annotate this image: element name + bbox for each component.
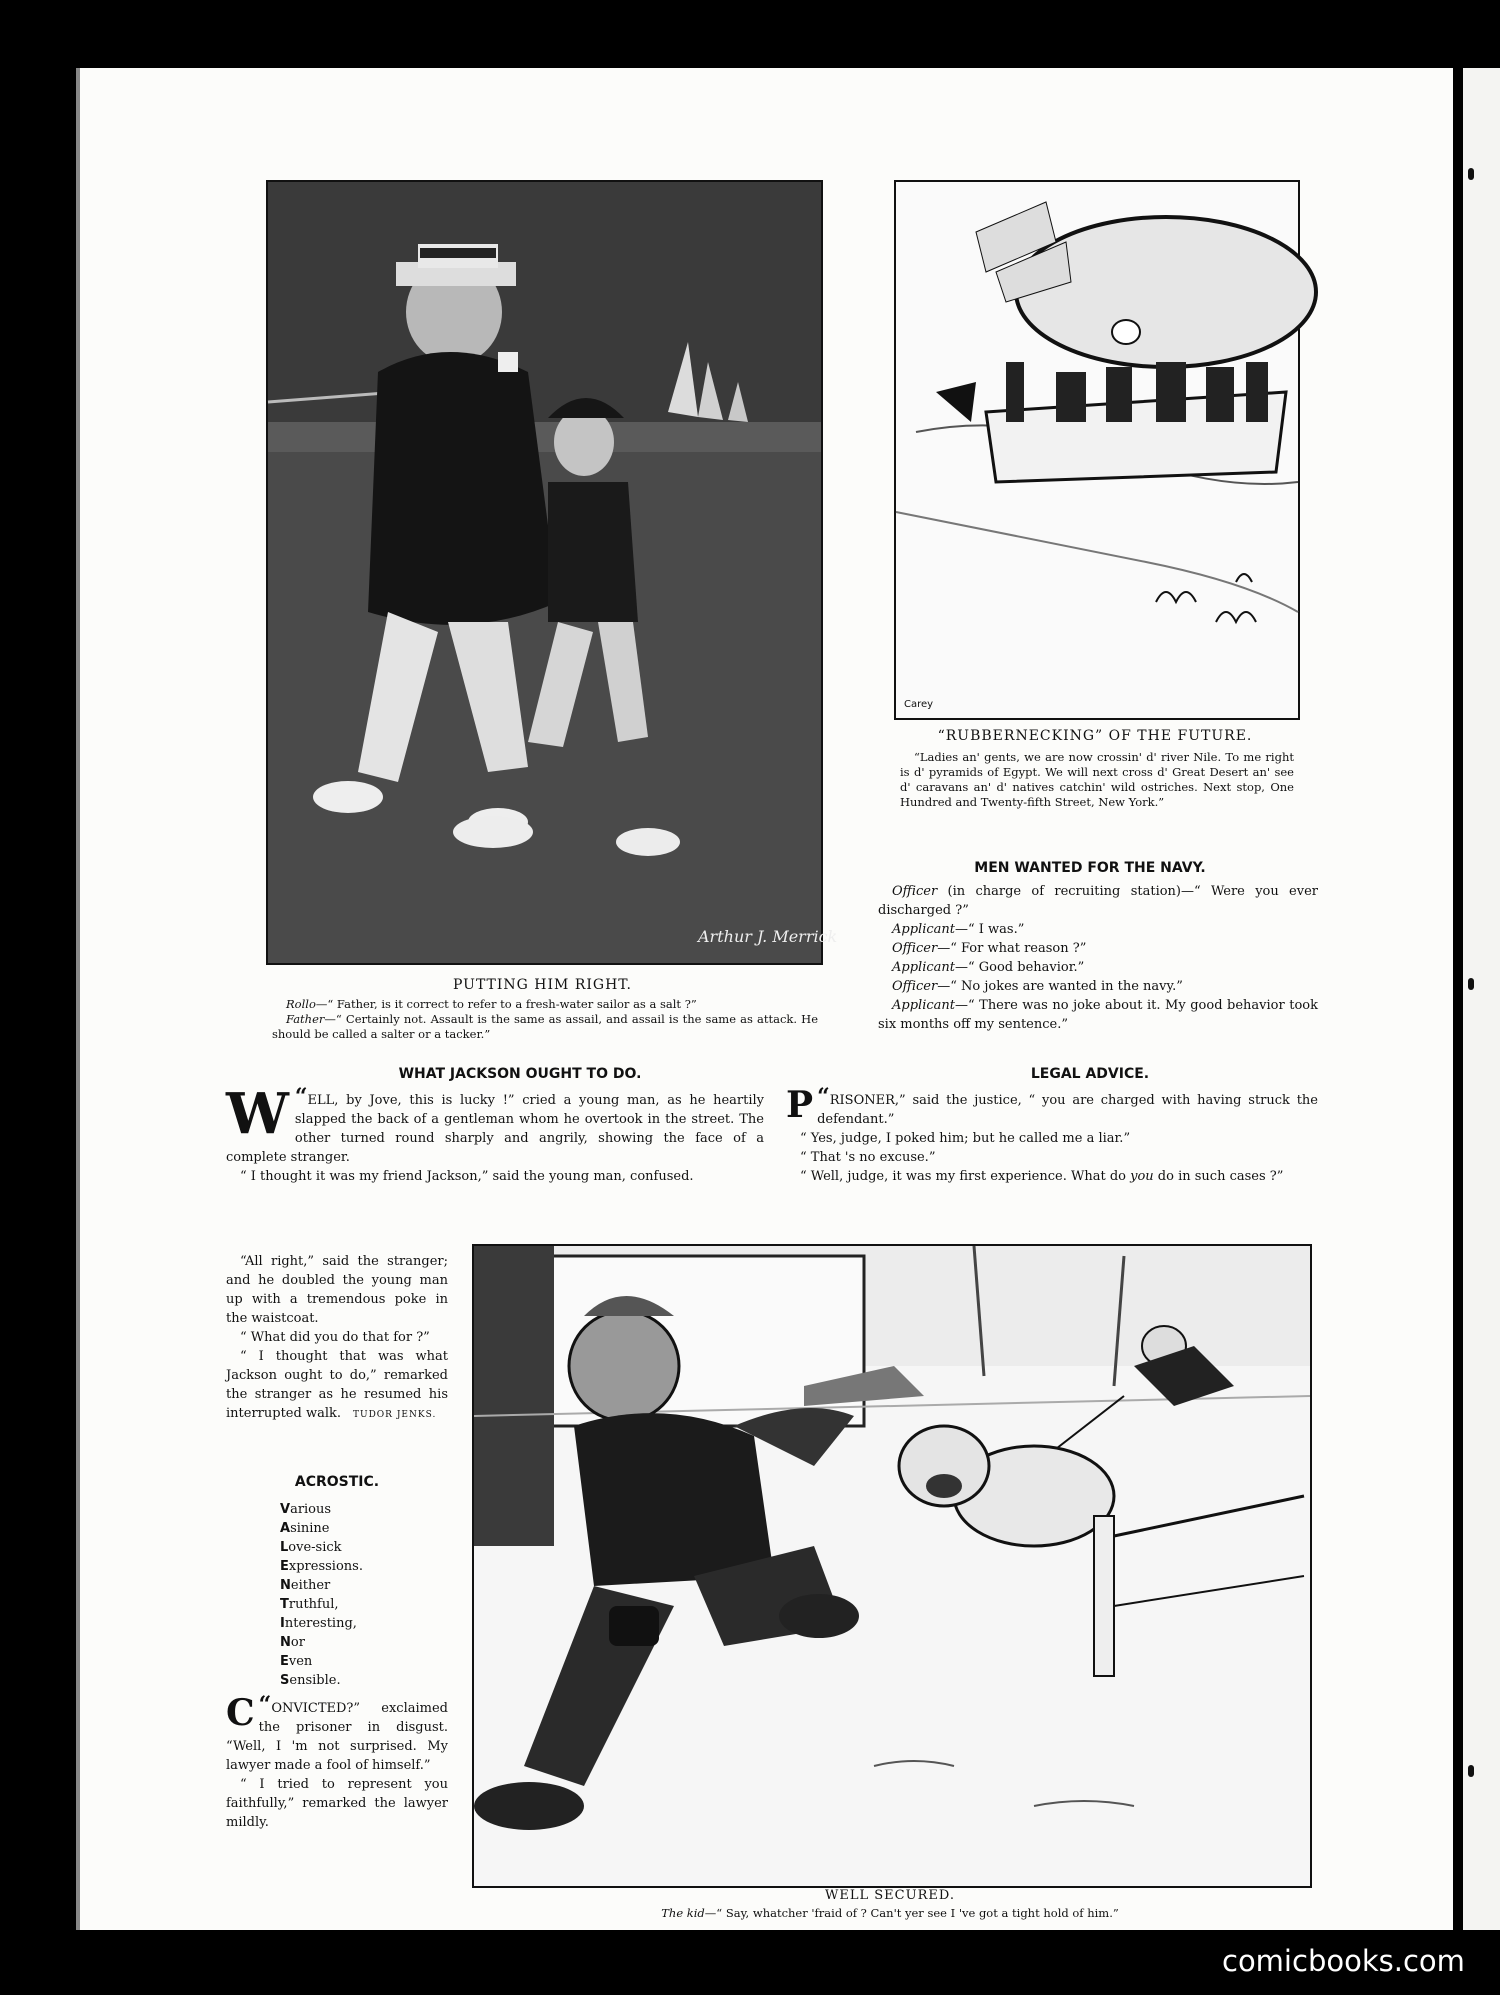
dialogue: —“ Say, whatcher 'fraid of ? Can't yer see I 've got a tight hold of him.” (704, 1906, 1119, 1920)
paragraph: “ That 's no excuse.” (800, 1150, 936, 1165)
dialogue: —“ Good behavior.” (954, 960, 1085, 975)
dialogue-line (878, 996, 1318, 1034)
acrostic-line (280, 1614, 363, 1633)
boy-and-bulldog-illustration (472, 1244, 1312, 1888)
artist-signature: Carey (904, 699, 934, 710)
acrostic-initial: V (280, 1502, 291, 1517)
acrostic-initial: E (280, 1559, 289, 1574)
navy-heading: MEN WANTED FOR THE NAVY. (974, 860, 1206, 876)
speaker: Applicant (892, 922, 955, 937)
acrostic-word: xpressions. (288, 1559, 363, 1574)
acrostic-line (280, 1519, 363, 1538)
dialogue-line (878, 958, 1318, 977)
jackson-story-continued (226, 1252, 448, 1425)
putting-caption (272, 997, 818, 1042)
binding-mark (1468, 1765, 1474, 1777)
speaker: The kid (661, 1906, 705, 1920)
acrostic-heading: ACROSTIC. (294, 1474, 380, 1490)
dialogue-line (878, 882, 1318, 920)
rubbernecking-title: “RUBBERNECKING” OF THE FUTURE. (937, 728, 1253, 744)
dialogue: —“ Certainly not. Assault is the same as assail, and assail is the same as attack. He should be called a salter or a tacker.” (272, 1012, 818, 1041)
paragraph: “ Yes, judge, I poked him; but he called me a liar.” (800, 1131, 1131, 1146)
acrostic-initial: L (280, 1540, 289, 1555)
acrostic-initial: I (280, 1616, 285, 1631)
convicted-story (226, 1692, 448, 1832)
acrostic-word: arious (290, 1502, 332, 1517)
author-credit: TUDOR JENKS. (353, 1410, 437, 1420)
dialogue: —“ No jokes are wanted in the navy.” (937, 979, 1183, 994)
open-quote: “ (258, 1692, 272, 1718)
acrostic-initial: N (280, 1578, 291, 1593)
speaker: Applicant (892, 998, 955, 1013)
acrostic-poem (280, 1500, 363, 1690)
speaker: Officer (892, 979, 938, 994)
dialogue: —“ Father, is it correct to refer to a fresh-water sailor as a salt ?” (315, 997, 697, 1011)
acrostic-initial: N (280, 1635, 291, 1650)
speaker: Rollo (286, 997, 316, 1011)
dialogue-line (878, 939, 1318, 958)
open-quote: “ (294, 1084, 308, 1110)
paragraph: ELL, by Jove, this is lucky !” cried a young man, as he heartily slapped the back of a gentleman whom he overtook in the street. The other turned round sharply and angrily, showing the face of a complete stranger. (226, 1093, 764, 1165)
acrostic-word: ensible. (289, 1673, 341, 1688)
legal-story (786, 1084, 1318, 1186)
dialogue: —“ For what reason ?” (937, 941, 1087, 956)
paragraph: “ What did you do that for ?” (240, 1330, 430, 1345)
artist-signature: Arthur J. Merrick (698, 927, 838, 946)
acrostic-line (280, 1652, 363, 1671)
drop-cap: P (786, 1084, 814, 1126)
dialogue-line (878, 920, 1318, 939)
acrostic-word: ove-sick (288, 1540, 342, 1555)
acrostic-word: or (290, 1635, 305, 1650)
secured-title: WELL SECURED. (825, 1888, 955, 1903)
acrostic-line (280, 1500, 363, 1519)
putting-title: PUTTING HIM RIGHT. (452, 977, 633, 993)
jackson-story (226, 1081, 764, 1186)
rubbernecking-caption: “Ladies an' gents, we are now crossin' d' river Nile. To me right is d' pyramids of Egypt. We will next cross d' Great Desert an' see d' caravans an' d' natives catchin' wild ostriches. Next stop, One Hundred and Twenty-fifth Street, New York.” (900, 750, 1294, 809)
emphasis: you (1130, 1169, 1154, 1184)
father-and-son-illustration (266, 180, 838, 965)
secured-caption (472, 1906, 1308, 1921)
legal-heading: LEGAL ADVICE. (1030, 1066, 1150, 1082)
next-page-edge (1463, 68, 1500, 1930)
dialogue: —“ I was.” (954, 922, 1025, 937)
acrostic-line (280, 1576, 363, 1595)
paragraph: “ I tried to represent you faithfully,” remarked the lawyer mildly. (226, 1777, 448, 1830)
binding-mark (1468, 168, 1474, 180)
airship-illustration (894, 180, 1300, 720)
drop-cap: W (226, 1081, 289, 1147)
acrostic-initial: E (280, 1654, 289, 1669)
watermark: comicbooks.com (1222, 1944, 1465, 1978)
paragraph: “ Well, judge, it was my first experience. What do (800, 1169, 1131, 1184)
dialogue-line (878, 977, 1318, 996)
speaker: Father (286, 1012, 325, 1026)
acrostic-word: ruthful, (288, 1597, 339, 1612)
paragraph: “ I thought that was what Jackson ought to do,” remarked the stranger as he resumed his interrupted walk. (226, 1349, 448, 1421)
acrostic-initial: A (280, 1521, 291, 1536)
drop-cap: C (226, 1692, 255, 1734)
paragraph: do in such cases ?” (1153, 1169, 1284, 1184)
acrostic-initial: S (280, 1673, 290, 1688)
dialogue: —“ There was no joke about it. My good behavior took six months off my sentence.” (878, 998, 1318, 1032)
acrostic-line (280, 1595, 363, 1614)
open-quote: “ (817, 1084, 830, 1110)
acrostic-word: sinine (290, 1521, 330, 1536)
jackson-heading: WHAT JACKSON OUGHT TO DO. (398, 1066, 642, 1082)
binding-mark (1468, 978, 1474, 990)
acrostic-line (280, 1557, 363, 1576)
speaker: Officer (892, 941, 938, 956)
paragraph: ONVICTED?” exclaimed the prisoner in disgust. “Well, I 'm not surprised. My lawyer made a fool of himself.” (226, 1701, 448, 1773)
acrostic-word: nteresting, (284, 1616, 357, 1631)
acrostic-initial: T (280, 1597, 289, 1612)
acrostic-word: ven (288, 1654, 313, 1669)
paragraph: “All right,” said the stranger; and he doubled the young man up with a tremendous poke in the waistcoat. (226, 1254, 448, 1326)
acrostic-line (280, 1671, 363, 1690)
speaker: Officer (892, 884, 938, 899)
speaker: Applicant (892, 960, 955, 975)
acrostic-line (280, 1633, 363, 1652)
acrostic-line (280, 1538, 363, 1557)
navy-dialogue (878, 882, 1318, 1034)
dialogue: (in charge of recruiting station)—“ Were you ever discharged ?” (878, 884, 1318, 918)
acrostic-word: either (290, 1578, 331, 1593)
paragraph: “ I thought it was my friend Jackson,” said the young man, confused. (240, 1169, 694, 1184)
paragraph: RISONER,” said the justice, “ you are charged with having struck the defendant.” (817, 1093, 1318, 1127)
